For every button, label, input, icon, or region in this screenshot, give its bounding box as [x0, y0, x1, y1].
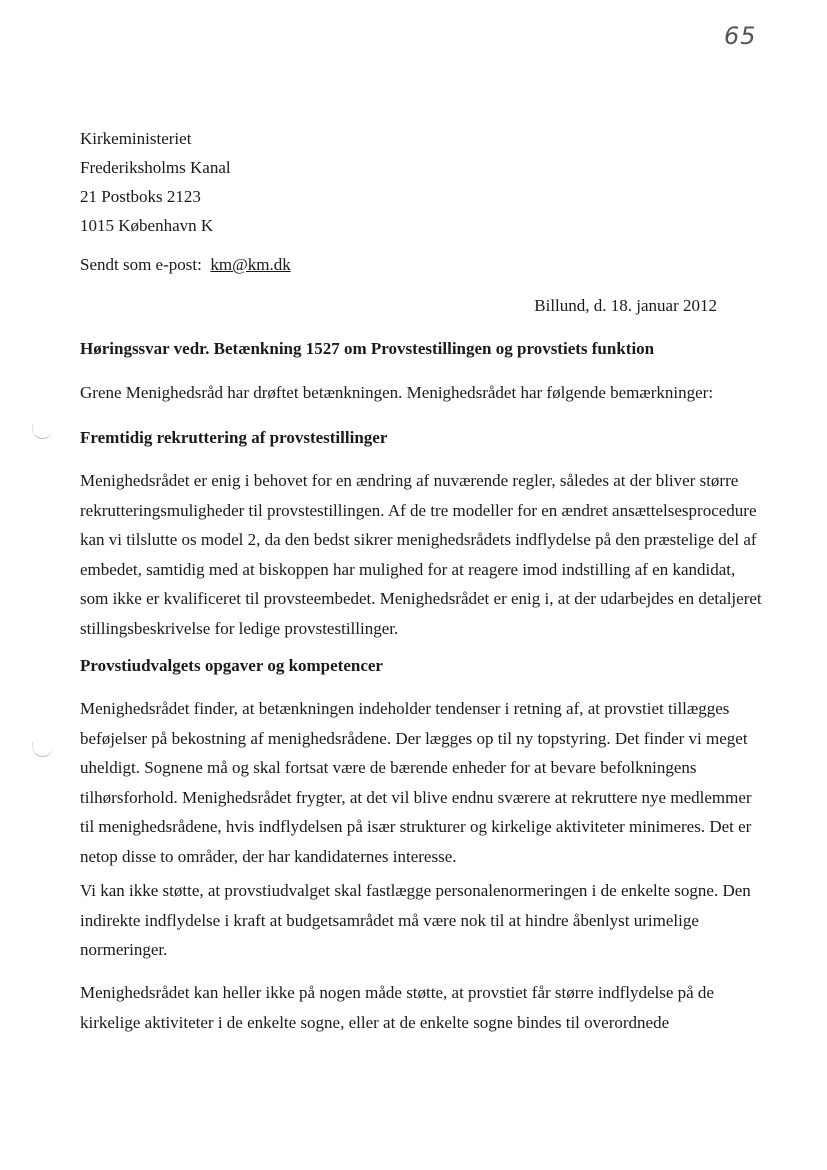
- text-line: normeringer.: [80, 940, 168, 960]
- address-line: 21 Postboks 2123: [80, 187, 201, 206]
- email-line: [80, 255, 291, 275]
- punch-hole-mark: [32, 742, 53, 757]
- address-line: Frederiksholms Kanal: [80, 158, 231, 177]
- text-line: tilhørsforhold. Menighedsrådet frygter, at det vil blive endnu sværere at rekruttere nye medlemmer: [80, 787, 752, 807]
- text-line: embedet, samtidig med at biskoppen har mulighed for at reagere imod indstilling af en kandidat,: [80, 559, 736, 579]
- paragraph: [80, 876, 760, 965]
- address-line: Kirkeministeriet: [80, 129, 192, 148]
- text-line: kirkelige aktiviteter i de enkelte sogne, eller at de enkelte sogne bindes til overordnede: [80, 1012, 670, 1032]
- punch-hole-mark: [32, 424, 53, 439]
- address-line: 1015 København K: [80, 216, 214, 235]
- email-link[interactable]: km@km.dk: [210, 255, 291, 274]
- paragraph: [80, 978, 760, 1037]
- page-number-handwritten: 65: [724, 22, 757, 50]
- text-line: beføjelser på bekostning af menighedsrådene. Der lægges op til ny topstyring. Det finder vi meget: [80, 728, 748, 748]
- text-line: Vi kan ikke støtte, at provstiudvalget skal fastlægge personalenormeringen i de enkelte sogne. Den: [80, 881, 751, 900]
- text-line: rekrutteringsmuligheder til provstestillingen. Af de tre modeller for en ændret ansættelsesprocedure: [80, 500, 757, 520]
- text-line: kan vi tilslutte os model 2, da den bedst sikrer menighedsrådets indflydelse på den præstelige del af: [80, 530, 757, 550]
- text-line: netop disse to områder, der har kandidaternes interesse.: [80, 846, 457, 866]
- intro-text: Grene Menighedsråd har drøftet betænkningen. Menighedsrådet har følgende bemærkninger:: [80, 383, 714, 402]
- text-line: indirekte indflydelse i kraft at budgetsamrådet må være nok til at hindre åbenlyst urimelige: [80, 910, 699, 930]
- paragraph: [80, 694, 760, 872]
- section-heading-recruitment: Fremtidig rekruttering af provstestillinger: [80, 428, 388, 447]
- subject-heading: Høringssvar vedr. Betænkning 1527 om Provstestillingen og provstiets funktion: [80, 339, 655, 358]
- section-heading-committee: Provstiudvalgets opgaver og kompetencer: [80, 656, 383, 675]
- recipient-address: [80, 124, 231, 240]
- text-line: Menighedsrådet finder, at betænkningen indeholder tendenser i retning af, at provstiet tillægges: [80, 699, 730, 718]
- text-line: stillingsbeskrivelse for ledige provstestillinger.: [80, 618, 399, 638]
- paragraph: [80, 466, 760, 644]
- text-line: som ikke er kvalificeret til provsteembedet. Menighedsrådet er enig i, at der udarbejdes en detaljeret: [80, 589, 762, 609]
- text-line: til menighedsrådene, hvis indflydelsen på især strukturer og kirkelige aktiviteter minimeres. Det er: [80, 817, 752, 837]
- date-line: Billund, d. 18. januar 2012: [534, 296, 717, 315]
- text-line: uheldigt. Sognene må og skal fortsat være de bærende enheder for at bevare befolkningens: [80, 758, 697, 778]
- text-line: Menighedsrådet kan heller ikke på nogen måde støtte, at provstiet får større indflydelse på de: [80, 983, 714, 1002]
- text-line: Menighedsrådet er enig i behovet for en ændring af nuværende regler, således at der bliver større: [80, 471, 739, 490]
- email-label: Sendt som e-post:: [80, 255, 202, 274]
